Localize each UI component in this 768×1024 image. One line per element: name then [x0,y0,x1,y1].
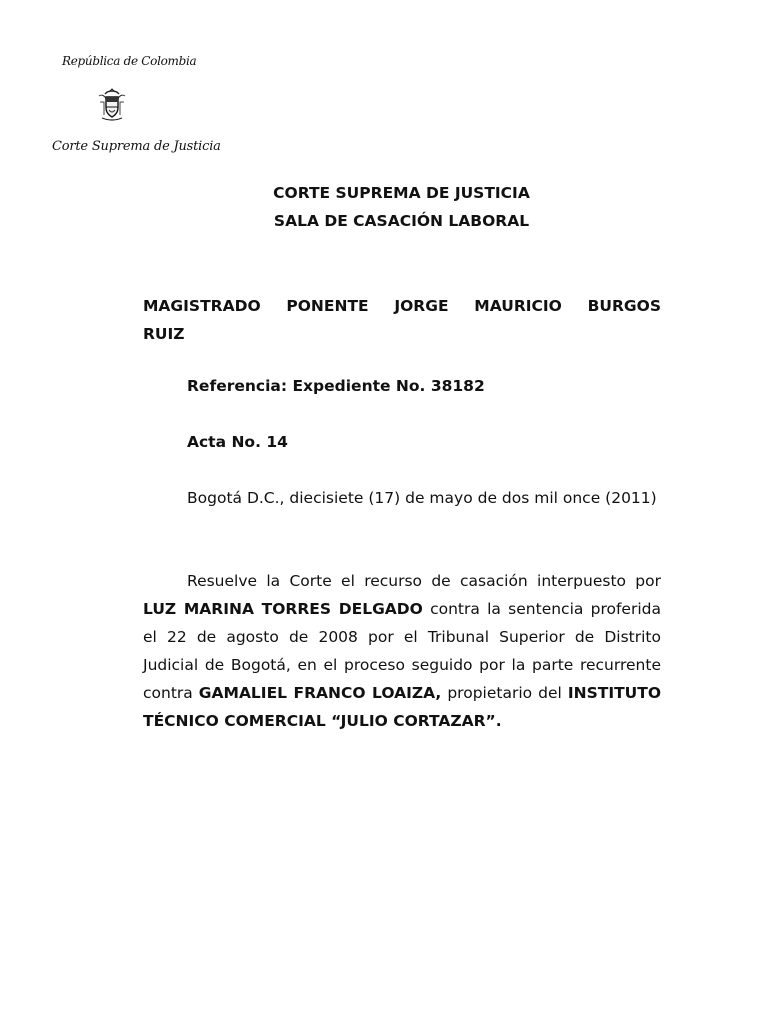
resuelve-text-1: Resuelve la Corte el recurso de casación interpuesto por [187,572,661,590]
resuelve-paragraph [143,567,661,735]
acta-number: Acta No. 14 [187,433,288,451]
date-paragraph: Bogotá D.C., diecisiete (17) de mayo de dos mil once (2011) [187,489,657,507]
recurrente-name: LUZ MARINA TORRES DELGADO [143,600,423,618]
demandado-name: GAMALIEL FRANCO LOAIZA, [198,684,442,702]
instituto-name: INSTITUTO TÉCNICO COMERCIAL “JULIO CORTAZAR”. [143,684,661,730]
resuelve-text-3: propietario del [441,684,568,702]
document-subtitle: SALA DE CASACIÓN LABORAL [273,212,530,230]
resuelve-text-2: contra la sentencia proferida el 22 de agosto de 2008 por el Tribunal Superior de Distrito Judicial de Bogotá, en el proceso seguido por la parte recurrente contra [143,600,661,702]
magistrado-ponente: MAGISTRADO PONENTE JORGE MAURICIO BURGOS RUIZ [143,297,661,343]
letterhead-court: Corte Suprema de Justicia [52,139,221,154]
letterhead-country: República de Colombia [62,54,197,68]
coat-of-arms-seal [96,88,128,122]
document-title: CORTE SUPREMA DE JUSTICIA [273,184,530,202]
referencia-expediente: Referencia: Expediente No. 38182 [187,377,485,395]
